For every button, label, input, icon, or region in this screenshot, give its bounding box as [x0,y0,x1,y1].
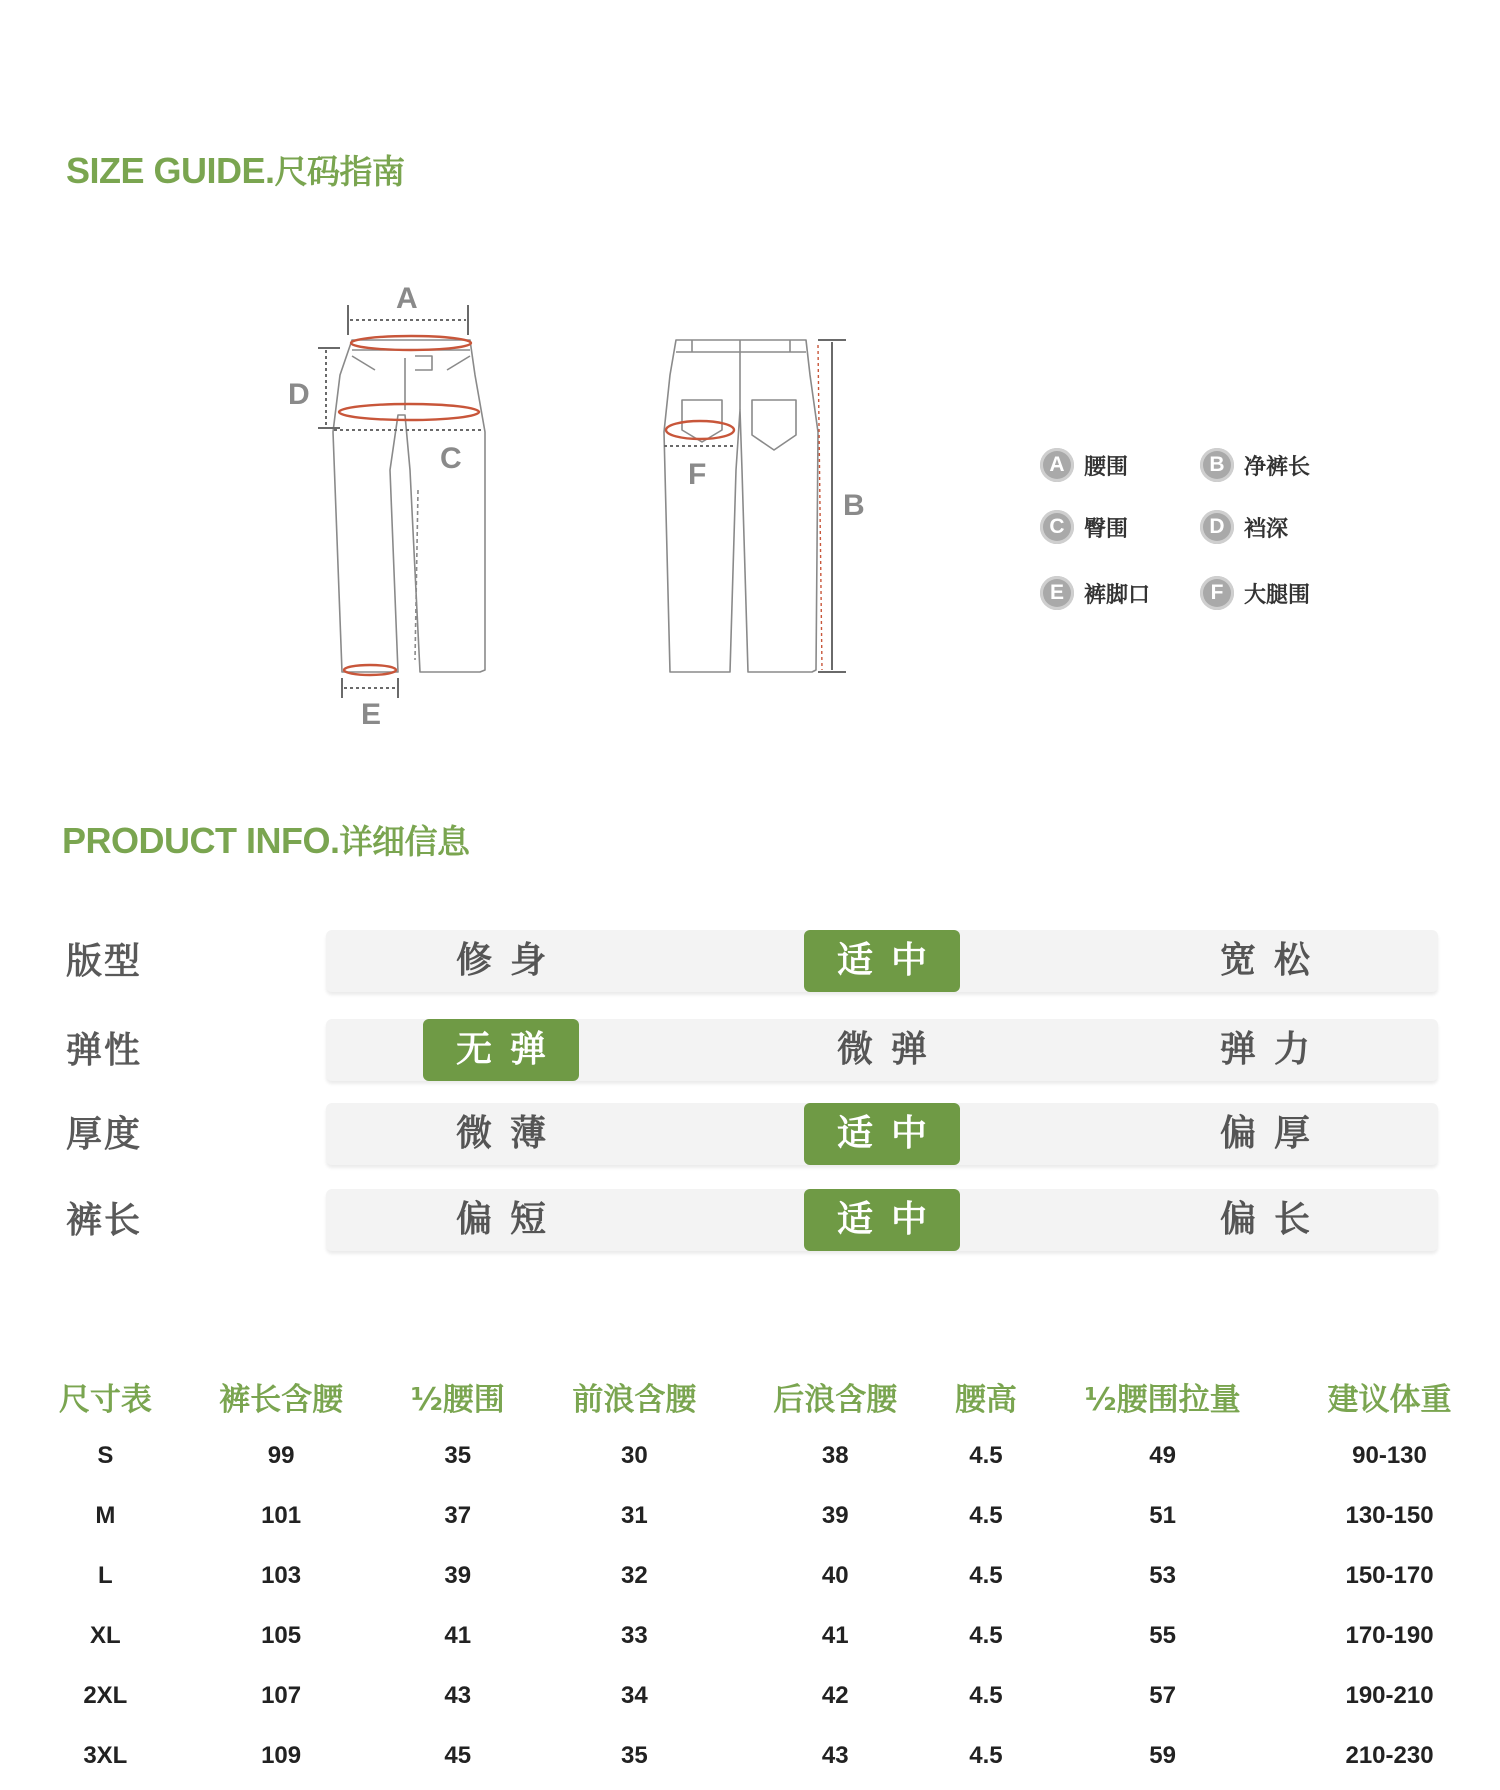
attr-row-fit [0,930,1500,994]
table-cell: 4.5 [969,1442,1003,1469]
size-guide-title-en: SIZE GUIDE. [66,150,275,191]
table-cell: 103 [261,1562,302,1589]
attr-option-selected: 无弹 [423,1019,579,1081]
back-pants-drawing [664,340,818,672]
legend-item-e [1040,576,1150,610]
attr-label: 厚度 [66,1114,143,1155]
legend-label-d: 裆深 [1244,516,1289,542]
thigh-measure-ellipse [666,421,734,439]
legend-badge-f: F [1200,576,1234,610]
table-cell: 59 [1149,1742,1176,1769]
table-cell: 33 [621,1622,648,1649]
legend-label-f: 大腿围 [1244,582,1311,608]
attr-scale [326,1189,1438,1251]
attr-option: 微薄 [455,1113,564,1154]
table-cell: 130-150 [1345,1502,1434,1529]
diagram-label-d: D [288,378,310,411]
legend-badge-b: B [1200,448,1234,482]
column-header: 前浪含腰 [572,1381,697,1418]
attr-option-selected: 适中 [804,1189,960,1251]
product-info-title-en: PRODUCT INFO. [62,820,340,861]
diagram-label-e: E [361,698,382,731]
table-cell: 32 [621,1562,648,1589]
attr-label: 裤长 [66,1200,143,1241]
table-cell: 41 [821,1622,849,1649]
table-cell: 210-230 [1345,1742,1434,1769]
table-cell: 49 [1149,1442,1176,1469]
size-guide-title-cn: 尺码指南 [274,152,405,191]
column-header: 腰高 [954,1381,1017,1418]
table-row [30,1606,1490,1666]
attr-scale [326,930,1438,992]
attr-label: 版型 [66,941,143,982]
table-cell: 55 [1149,1622,1176,1649]
legend-item-c [1040,510,1128,544]
table-cell: 41 [444,1622,472,1649]
table-cell: XL [89,1622,121,1649]
diagram-label-f: F [688,458,707,491]
table-cell: 43 [444,1682,472,1709]
legend-item-d [1200,510,1288,544]
table-cell: 2XL [83,1682,128,1709]
table-cell: 3XL [83,1742,128,1769]
front-pants-drawing [333,340,485,672]
table-cell: 90-130 [1352,1442,1427,1469]
table-cell: 39 [444,1562,472,1589]
table-cell: 190-210 [1345,1682,1434,1709]
table-cell: 107 [261,1682,302,1709]
attr-option: 宽松 [1219,940,1328,981]
table-row [30,1546,1490,1606]
table-cell: 31 [621,1502,648,1529]
table-cell: 45 [444,1742,472,1769]
legend-item-b [1200,448,1310,482]
table-header-row [30,1366,1490,1426]
column-header: 后浪含腰 [773,1381,898,1418]
attr-option: 偏厚 [1219,1113,1328,1154]
table-row [30,1666,1490,1726]
table-cell: 30 [621,1442,648,1469]
attr-option-selected: 适中 [804,1103,960,1165]
column-header: 建议体重 [1327,1381,1452,1418]
attr-label: 弹性 [66,1030,143,1071]
table-cell: 150-170 [1345,1562,1434,1589]
table-cell: 4.5 [969,1742,1003,1769]
table-cell: 105 [261,1622,302,1649]
attr-option-selected: 适中 [804,930,960,992]
table-cell: S [97,1442,114,1469]
legend-label-e: 裤脚口 [1084,582,1151,608]
diagram-label-c: C [440,442,462,475]
table-row [30,1426,1490,1486]
table-cell: 51 [1149,1502,1176,1529]
legend-label-a: 腰围 [1084,454,1129,480]
table-cell: 34 [621,1682,648,1709]
table-cell: 99 [267,1442,295,1469]
table-cell: 57 [1149,1682,1176,1709]
attr-option: 偏长 [1219,1199,1328,1240]
table-cell: 37 [444,1502,472,1529]
column-header: ½腰围 [410,1381,505,1418]
hip-measure-ellipse [339,404,479,420]
attr-scale [326,1103,1438,1165]
attr-option: 修身 [455,940,564,981]
column-header: ½腰围拉量 [1084,1381,1241,1418]
table-cell: 43 [821,1742,849,1769]
table-cell: 42 [821,1682,849,1709]
table-cell: L [97,1562,113,1589]
attr-row-elasticity [0,1019,1500,1083]
table-cell: 109 [261,1742,302,1769]
attr-option: 偏短 [455,1199,564,1240]
legend-label-c: 臀围 [1084,516,1129,542]
hem-measure-ellipse [344,665,396,675]
legend-badge-d: D [1200,510,1234,544]
product-info-title [62,816,470,863]
waist-measure-ellipse [351,336,471,350]
attr-scale [326,1019,1438,1081]
inseam-measure-line [818,345,822,670]
legend-item-f [1200,576,1310,610]
legend-badge-a: A [1040,448,1074,482]
size-guide-title [66,146,405,193]
table-cell: M [95,1502,116,1529]
attr-row-thickness [0,1103,1500,1167]
table-cell: 4.5 [969,1502,1003,1529]
table-cell: 4.5 [969,1682,1003,1709]
column-header: 尺寸表 [58,1381,152,1418]
attr-option: 微弹 [836,1029,945,1070]
product-info-title-cn: 详细信息 [339,822,470,861]
attr-row-length [0,1189,1500,1253]
pants-measurement-diagram [0,250,1500,750]
table-cell: 39 [821,1502,849,1529]
table-cell: 35 [621,1742,648,1769]
legend-item-a [1040,448,1128,482]
legend-label-b: 净裤长 [1244,454,1311,480]
table-cell: 35 [444,1442,472,1469]
legend-badge-e: E [1040,576,1074,610]
table-cell: 38 [821,1442,849,1469]
table-cell: 53 [1149,1562,1176,1589]
table-row [30,1726,1490,1786]
table-cell: 4.5 [969,1622,1003,1649]
legend-badge-c: C [1040,510,1074,544]
table-row [30,1486,1490,1546]
size-chart-table [30,1366,1490,1786]
table-cell: 4.5 [969,1562,1003,1589]
table-cell: 170-190 [1345,1622,1434,1649]
diagram-label-a: A [396,282,418,315]
attr-option: 弹力 [1219,1029,1328,1070]
diagram-label-b: B [843,489,865,522]
table-cell: 40 [821,1562,849,1589]
table-cell: 101 [261,1502,302,1529]
column-header: 裤长含腰 [219,1381,344,1418]
